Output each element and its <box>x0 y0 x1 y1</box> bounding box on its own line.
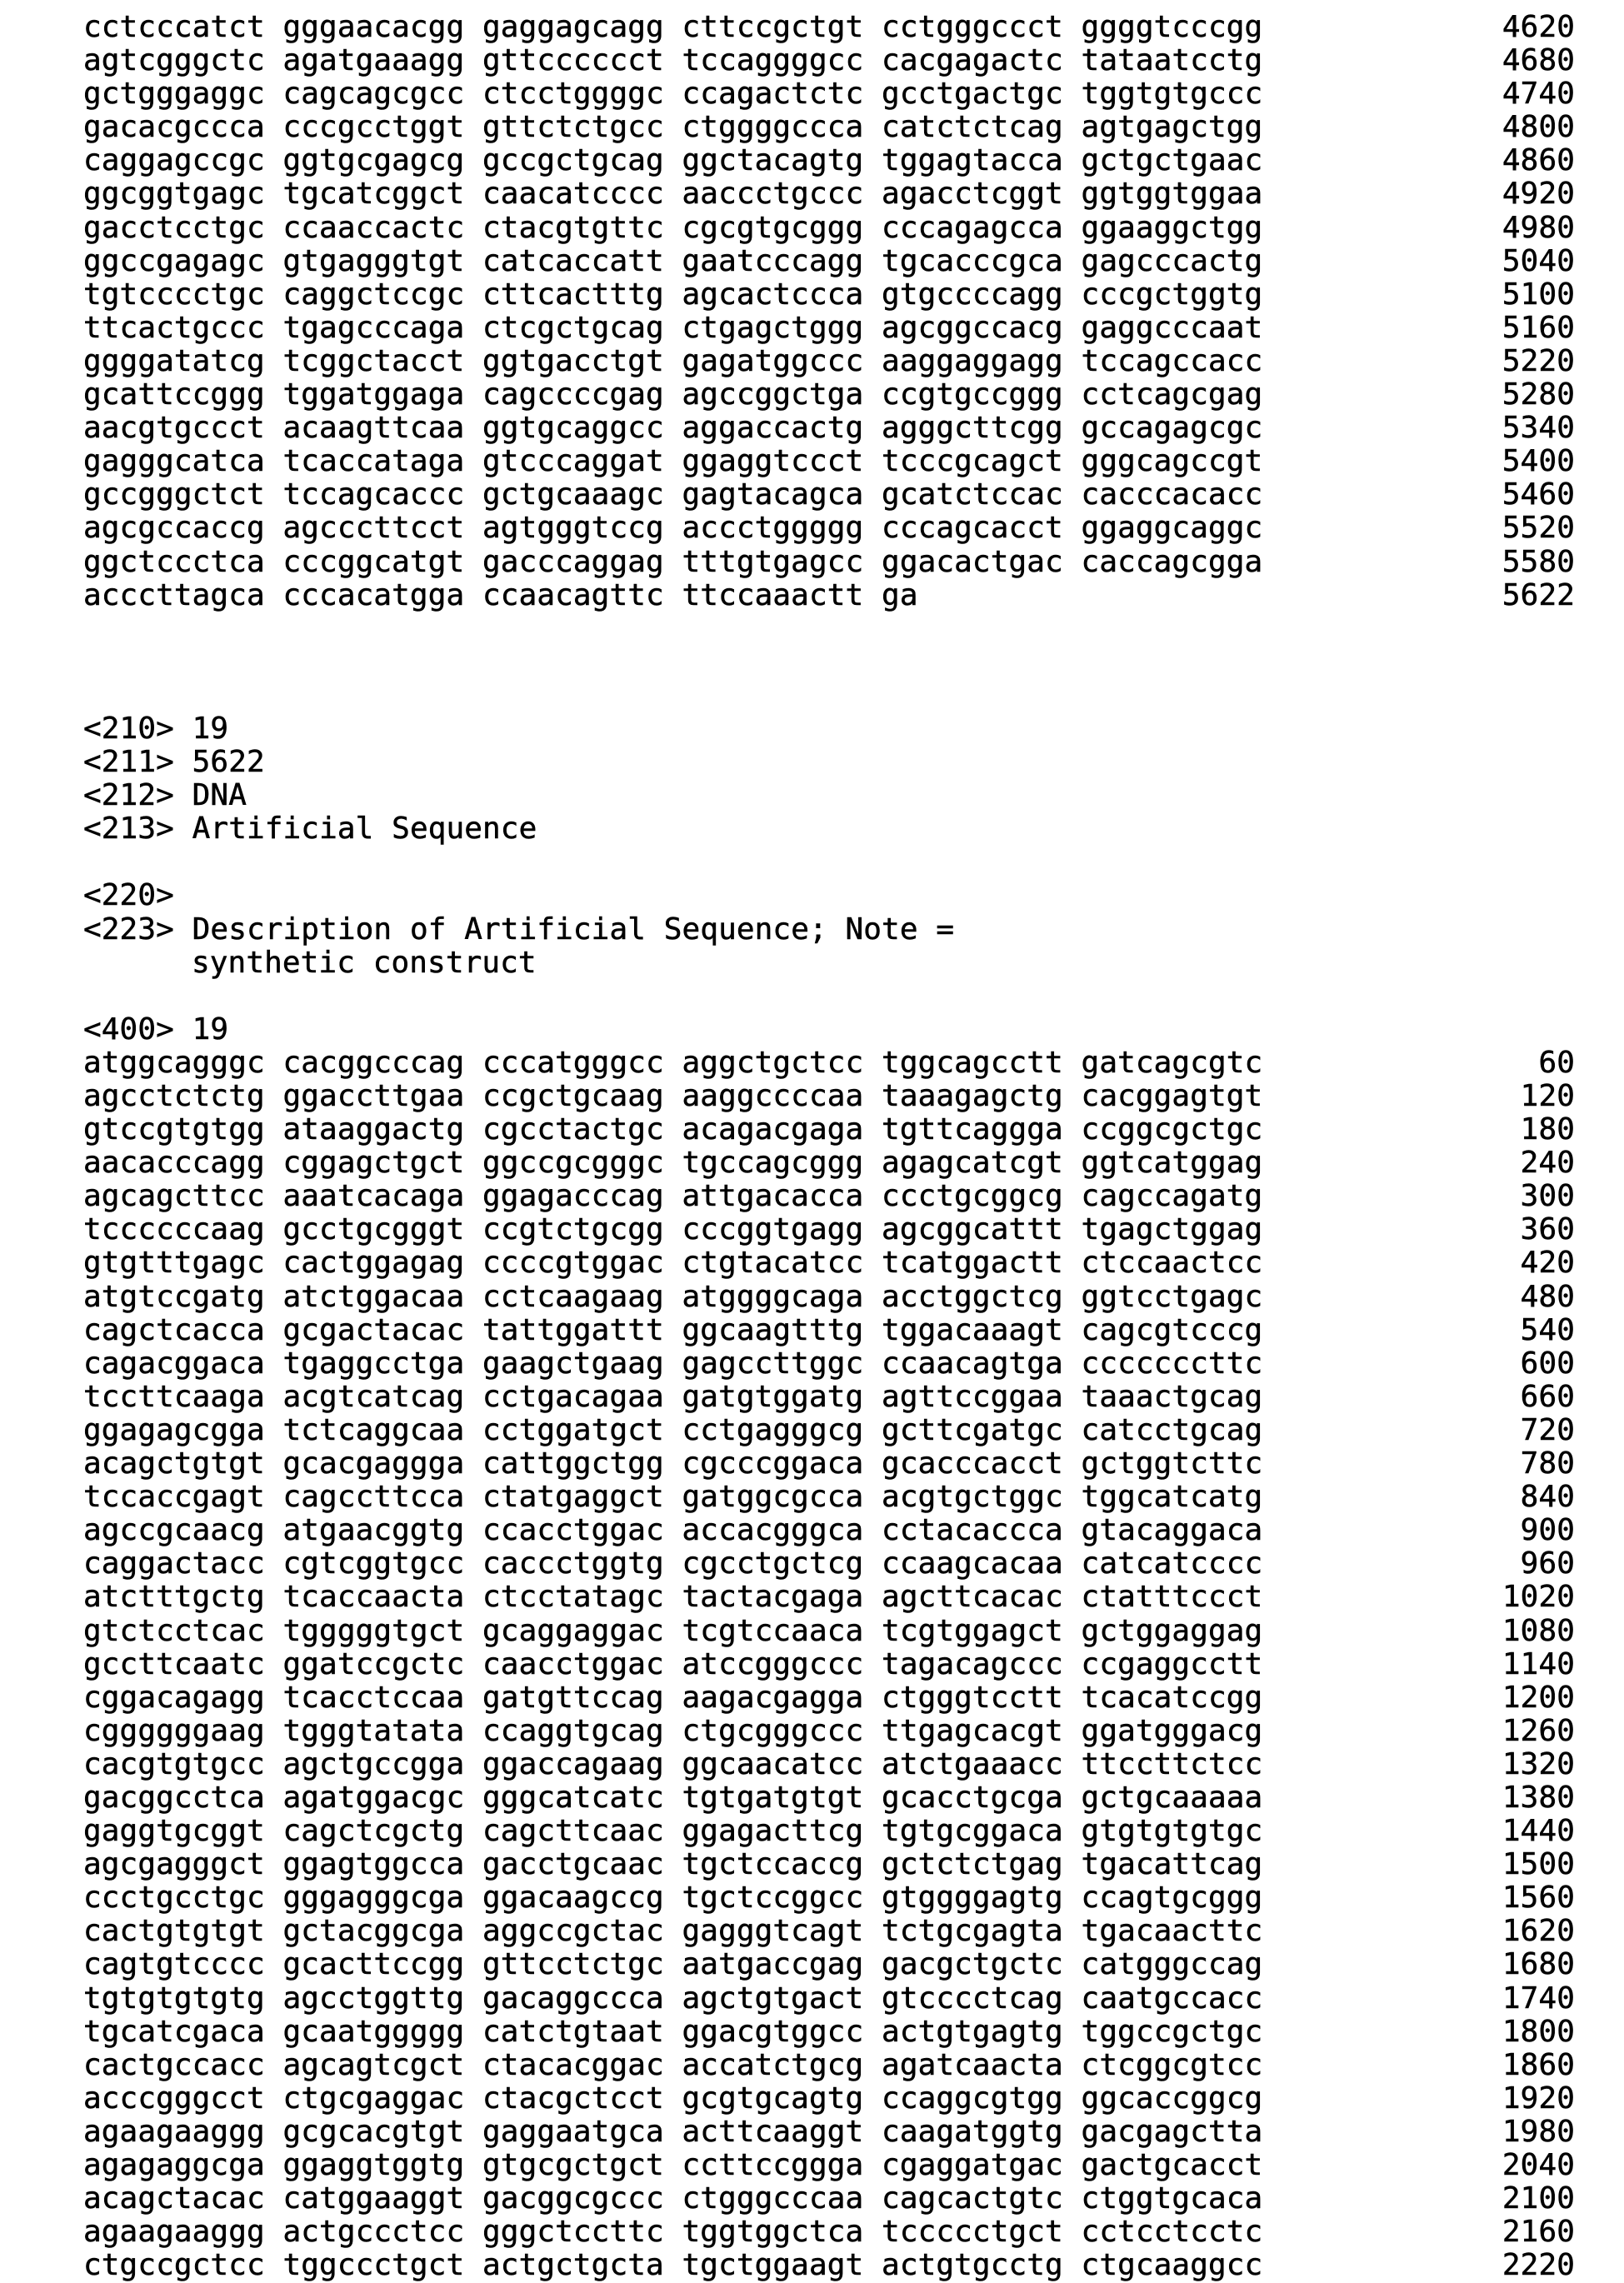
position-number: 1800 <box>1502 2016 1575 2049</box>
sequence-row <box>83 1381 1575 1414</box>
position-number: 840 <box>1521 1481 1575 1514</box>
sequence-text: gacacgccca cccgcctggt gttctctgcc ctggggccca catctctcag agtgagctgg <box>83 110 1262 144</box>
sequence-row <box>83 44 1575 77</box>
sequence-row <box>83 312 1575 345</box>
sequence-text: agcgccaccg agcccttcct agtgggtccg accctggggg cccagcacct ggaggcaggc <box>83 511 1262 545</box>
position-number: 480 <box>1521 1281 1575 1314</box>
sequence-text: gtctcctcac tgggggtgct gcaggaggac tcgtccaaca tcgtggagct gctggaggag <box>83 1614 1262 1648</box>
position-number: 1140 <box>1502 1648 1575 1681</box>
sequence-text: ggccgagagc gtgagggtgt catcaccatt gaatcccagg tgcacccgca gagcccactg <box>83 244 1262 278</box>
position-number: 120 <box>1521 1080 1575 1113</box>
sequence-row <box>83 1948 1575 1981</box>
field-223-continued <box>83 947 1575 980</box>
sequence-row <box>83 1314 1575 1347</box>
position-number: 1200 <box>1502 1681 1575 1715</box>
sequence-row <box>83 1748 1575 1781</box>
position-number: 1020 <box>1502 1581 1575 1614</box>
position-number: 5580 <box>1502 546 1575 579</box>
position-number: 2220 <box>1502 2249 1575 2282</box>
sequence-body <box>83 1047 1575 2282</box>
position-number: 2100 <box>1502 2182 1575 2216</box>
sequence-text: cagtgtcccc gcacttccgg gttcctctgc aatgaccgag gacgctgctc catgggccag <box>83 1947 1262 1981</box>
position-number: 4620 <box>1502 11 1575 44</box>
position-number: 1080 <box>1502 1615 1575 1648</box>
position-number: 1440 <box>1502 1815 1575 1848</box>
sequence-row <box>83 1715 1575 1748</box>
position-number: 1260 <box>1502 1715 1575 1748</box>
sequence-row <box>83 512 1575 545</box>
sequence-listing <box>83 11 1575 2282</box>
sequence-text: gtccgtgtgg ataaggactg cgcctactgc acagacgaga tgttcaggga ccggcgctgc <box>83 1112 1262 1146</box>
sequence-row <box>83 1581 1575 1614</box>
position-number: 180 <box>1521 1113 1575 1146</box>
sequence-row <box>83 212 1575 245</box>
sequence-id: 19 <box>192 1012 229 1047</box>
sequence-text: gacctcctgc ccaaccactc ctacgtgttc cgcgtgcggg cccagagcca ggaaggctgg <box>83 211 1262 245</box>
position-number: 1620 <box>1502 1915 1575 1948</box>
position-number: 1500 <box>1502 1848 1575 1881</box>
position-number: 1680 <box>1502 1948 1575 1981</box>
sequence-text: gctgggaggc cagcagcgcc ctcctggggc ccagactctc gcctgactgc tggtgtgccc <box>83 77 1262 111</box>
position-number: 1560 <box>1502 1881 1575 1915</box>
position-number: 1860 <box>1502 2049 1575 2082</box>
sequence-text: tccttcaaga acgtcatcag cctgacagaa gatgtggatg agttccggaa taaactgcag <box>83 1380 1262 1414</box>
field-220: <220> <box>83 879 1575 912</box>
sequence-row <box>83 579 1575 612</box>
sequence-text: ggcggtgagc tgcatcggct caacatcccc aaccctgccc agacctcggt ggtggtggaa <box>83 177 1262 211</box>
sequence-row <box>83 1080 1575 1113</box>
sequence-text: agaagaaggg gcgcacgtgt gaggaatgca acttcaaggt caagatggtg gacgagctta <box>83 2115 1262 2149</box>
sequence-row <box>83 1681 1575 1715</box>
sequence-row <box>83 1180 1575 1213</box>
sequence-row <box>83 1781 1575 1815</box>
sequence-text: tgcatcgaca gcaatggggg catctgtaat ggacgtggcc actgtgagtg tggccgctgc <box>83 2015 1262 2049</box>
sequence-row <box>83 378 1575 412</box>
sequence-row <box>83 278 1575 312</box>
position-number: 1920 <box>1502 2082 1575 2116</box>
position-number: 600 <box>1521 1347 1575 1381</box>
position-number: 240 <box>1521 1146 1575 1180</box>
position-number: 5460 <box>1502 478 1575 512</box>
position-number: 5622 <box>1502 579 1575 612</box>
sequence-type: DNA <box>192 778 247 812</box>
organism: Artificial Sequence <box>192 812 537 846</box>
sequence-text: tccccccaag gcctgcgggt ccgtctgcgg cccggtgagg agcggcattt tgagctggag <box>83 1212 1262 1246</box>
position-number: 1320 <box>1502 1748 1575 1781</box>
field-223: <223> Description of Artificial Sequence; Note = <box>83 913 1575 947</box>
sequence-row <box>83 2182 1575 2216</box>
sequence-row <box>83 1213 1575 1246</box>
sequence-row <box>83 1347 1575 1381</box>
position-number: 420 <box>1521 1246 1575 1280</box>
sequence-row <box>83 412 1575 445</box>
sequence-row <box>83 1547 1575 1581</box>
sequence-text: gaggtgcggt cagctcgctg cagcttcaac ggagacttcg tgtgcggaca gtgtgtgtgc <box>83 1814 1262 1848</box>
sequence-text: agcgagggct ggagtggcca gacctgcaac tgctccaccg gctctctgag tgacattcag <box>83 1847 1262 1881</box>
feature-description: Description of Artificial Sequence; Note = <box>192 912 955 947</box>
position-number: 900 <box>1521 1514 1575 1547</box>
field-211: <211> 5622 <box>83 746 1575 779</box>
position-number: 960 <box>1521 1547 1575 1581</box>
sequence-text: cactgtgtgt gctacggcga aggccgctac gagggtcagt tctgcgagta tgacaacttc <box>83 1914 1262 1948</box>
position-number: 5520 <box>1502 512 1575 545</box>
sequence-text: agtcgggctc agatgaaagg gttcccccct tccaggggcc cacgagactc tataatcctg <box>83 43 1262 77</box>
position-number: 5040 <box>1502 245 1575 278</box>
position-number: 660 <box>1521 1381 1575 1414</box>
sequence-row <box>83 546 1575 579</box>
position-number: 540 <box>1521 1314 1575 1347</box>
sequence-row <box>83 1281 1575 1314</box>
sequence-row <box>83 1815 1575 1848</box>
position-number: 300 <box>1521 1180 1575 1213</box>
sequence-text: atggcagggc cacggcccag cccatgggcc aggctgctcc tggcagcctt gatcagcgtc <box>83 1046 1262 1080</box>
sequence-text: gccttcaatc ggatccgctc caacctggac atccgggccc tagacagccc ccgaggcctt <box>83 1647 1262 1681</box>
position-number: 4860 <box>1502 144 1575 177</box>
sequence-text: ggggatatcg tcggctacct ggtgacctgt gagatggccc aaggaggagg tccagccacc <box>83 344 1262 378</box>
sequence-text: cagctcacca gcgactacac tattggattt ggcaagtttg tggacaaagt cagcgtcccg <box>83 1313 1262 1347</box>
sequence-text: ccctgcctgc gggagggcga ggacaagccg tgctccggcc gtggggagtg ccagtgcggg <box>83 1881 1262 1915</box>
position-number: 1980 <box>1502 2116 1575 2149</box>
sequence-row <box>83 2049 1575 2082</box>
sequence-row <box>83 1881 1575 1915</box>
sequence-row <box>83 2149 1575 2182</box>
sequence-text: aacgtgccct acaagttcaa ggtgcaggcc aggaccactg agggcttcgg gccagagcgc <box>83 411 1262 445</box>
sequence-row <box>83 1848 1575 1881</box>
sequence-text: cagacggaca tgaggcctga gaagctgaag gagccttggc ccaacagtga cccccccttc <box>83 1346 1262 1381</box>
sequence-row <box>83 1047 1575 1080</box>
sequence-row <box>83 1615 1575 1648</box>
position-number: 4920 <box>1502 177 1575 211</box>
sequence-text: agcctctctg ggaccttgaa ccgctgcaag aaggccccaa taaagagctg cacggagtgt <box>83 1079 1262 1113</box>
sequence-length: 5622 <box>192 745 265 779</box>
sequence-text: caggagccgc ggtgcgagcg gccgctgcag ggctacagtg tggagtacca gctgctgaac <box>83 143 1262 177</box>
field-212: <212> DNA <box>83 779 1575 812</box>
position-number: 1380 <box>1502 1781 1575 1815</box>
sequence-row <box>83 177 1575 211</box>
previous-sequence-tail <box>83 11 1575 612</box>
position-number: 4740 <box>1502 77 1575 111</box>
sequence-text: tgtcccctgc caggctccgc cttcactttg agcactccca gtgccccagg cccgctggtg <box>83 277 1262 312</box>
sequence-row <box>83 2016 1575 2049</box>
sequence-row <box>83 1246 1575 1280</box>
field-210: <210> 19 <box>83 712 1575 746</box>
position-number: 4800 <box>1502 111 1575 144</box>
position-number: 1740 <box>1502 1982 1575 2016</box>
position-number: 720 <box>1521 1414 1575 1447</box>
sequence-text: cactgccacc agcagtcgct ctacacggac accatctgcg agatcaacta ctcggcgtcc <box>83 2048 1262 2082</box>
sequence-text: gccgggctct tccagcaccc gctgcaaagc gagtacagca gcatctccac cacccacacc <box>83 477 1262 512</box>
sequence-text: tccaccgagt cagccttcca ctatgaggct gatggcgcca acgtgctggc tggcatcatg <box>83 1480 1262 1514</box>
seq-id-number: 19 <box>192 712 229 746</box>
feature-description-cont: synthetic construct <box>192 946 537 980</box>
sequence-text: agccgcaacg atgaacggtg ccacctggac accacgggca cctacaccca gtacaggaca <box>83 1513 1262 1547</box>
sequence-text: ctgccgctcc tggccctgct actgctgcta tgctggaagt actgtgcctg ctgcaaggcc <box>83 2248 1262 2282</box>
sequence-row <box>83 445 1575 478</box>
sequence-row <box>83 1915 1575 1948</box>
sequence-text: atgtccgatg atctggacaa cctcaagaag atggggcaga acctggctcg ggtcctgagc <box>83 1280 1262 1314</box>
position-number: 2160 <box>1502 2216 1575 2249</box>
sequence-text: ggagagcgga tctcaggcaa cctggatgct cctgagggcg gcttcgatgc catcctgcag <box>83 1413 1262 1447</box>
sequence-text: ggctccctca cccggcatgt gacccaggag tttgtgagcc ggacactgac caccagcgga <box>83 545 1262 579</box>
sequence-row <box>83 1982 1575 2016</box>
sequence-text: caggactacc cgtcggtgcc caccctggtg cgcctgctcg ccaagcacaa catcatcccc <box>83 1546 1262 1581</box>
sequence-text: tgtgtgtgtg agcctggttg gacaggccca agctgtgact gtcccctcag caatgccacc <box>83 1981 1262 2016</box>
sequence-text: gacggcctca agatggacgc gggcatcatc tgtgatgtgt gcacctgcga gctgcaaaaa <box>83 1781 1262 1815</box>
sequence-row <box>83 111 1575 144</box>
sequence-text: atctttgctg tcaccaacta ctcctatagc tactacgaga agcttcacac ctatttccct <box>83 1580 1262 1614</box>
sequence-text: cacgtgtgcc agctgccgga ggaccagaag ggcaacatcc atctgaaacc ttccttctcc <box>83 1747 1262 1781</box>
position-number: 4980 <box>1502 212 1575 245</box>
sequence-text: aacacccagg cggagctgct ggccgcgggc tgccagcggg agagcatcgt ggtcatggag <box>83 1146 1262 1180</box>
sequence-row <box>83 2216 1575 2249</box>
sequence-row <box>83 2249 1575 2282</box>
sequence-text: cctcccatct gggaacacgg gaggagcagg cttccgctgt cctgggccct ggggtcccgg <box>83 10 1262 44</box>
position-number: 2040 <box>1502 2149 1575 2182</box>
sequence-row <box>83 1648 1575 1681</box>
sequence-header <box>83 712 1575 1047</box>
sequence-text: cggggggaag tgggtatata ccaggtgcag ctgcgggccc ttgagcacgt ggatgggacg <box>83 1714 1262 1748</box>
sequence-row <box>83 245 1575 278</box>
sequence-row <box>83 1414 1575 1447</box>
position-number: 360 <box>1521 1213 1575 1246</box>
sequence-text: gagggcatca tcaccataga gtcccaggat ggaggtccct tcccgcagct gggcagccgt <box>83 444 1262 478</box>
sequence-row <box>83 144 1575 177</box>
sequence-text: agagaggcga ggaggtggtg gtgcgctgct ccttccggga cgaggatgac gactgcacct <box>83 2148 1262 2182</box>
sequence-row <box>83 1447 1575 1481</box>
sequence-text: acccgggcct ctgcgaggac ctacgctcct gcgtgcagtg ccaggcgtgg ggcaccggcg <box>83 2081 1262 2116</box>
sequence-row <box>83 1146 1575 1180</box>
sequence-row <box>83 2082 1575 2116</box>
sequence-text: gtgtttgagc cactggagag ccccgtggac ctgtacatcc tcatggactt ctccaactcc <box>83 1246 1262 1280</box>
sequence-text: cggacagagg tcacctccaa gatgttccag aagacgagga ctgggtcctt tcacatccgg <box>83 1681 1262 1715</box>
sequence-row <box>83 345 1575 378</box>
sequence-text: acccttagca cccacatgga ccaacagttc ttccaaactt ga <box>83 578 918 612</box>
sequence-row <box>83 11 1575 44</box>
field-400: <400> 19 <box>83 1013 1575 1047</box>
sequence-row <box>83 77 1575 111</box>
sequence-text: acagctgtgt gcacgaggga cattggctgg cgcccggaca gcacccacct gctggtcttc <box>83 1446 1262 1481</box>
sequence-row <box>83 1481 1575 1514</box>
sequence-row <box>83 1113 1575 1146</box>
sequence-text: gcattccggg tggatggaga cagccccgag agccggctga ccgtgccggg cctcagcgag <box>83 377 1262 412</box>
field-213: <213> Artificial Sequence <box>83 812 1575 846</box>
position-number: 4680 <box>1502 44 1575 77</box>
sequence-row <box>83 478 1575 512</box>
position-number: 780 <box>1521 1447 1575 1481</box>
sequence-row <box>83 1514 1575 1547</box>
position-number: 5280 <box>1502 378 1575 412</box>
sequence-row <box>83 2116 1575 2149</box>
sequence-text: acagctacac catggaaggt gacggcgccc ctgggcccaa cagcactgtc ctggtgcaca <box>83 2181 1262 2216</box>
position-number: 5400 <box>1502 445 1575 478</box>
position-number: 5160 <box>1502 312 1575 345</box>
position-number: 5220 <box>1502 345 1575 378</box>
sequence-text: agcagcttcc aaatcacaga ggagacccag attgacacca ccctgcggcg cagccagatg <box>83 1179 1262 1213</box>
sequence-text: ttcactgccc tgagcccaga ctcgctgcag ctgagctggg agcggccacg gaggcccaat <box>83 311 1262 345</box>
position-number: 60 <box>1538 1047 1575 1080</box>
position-number: 5100 <box>1502 278 1575 312</box>
sequence-text: agaagaaggg actgccctcc gggctccttc tggtggctca tccccctgct cctcctcctc <box>83 2215 1262 2249</box>
position-number: 5340 <box>1502 412 1575 445</box>
